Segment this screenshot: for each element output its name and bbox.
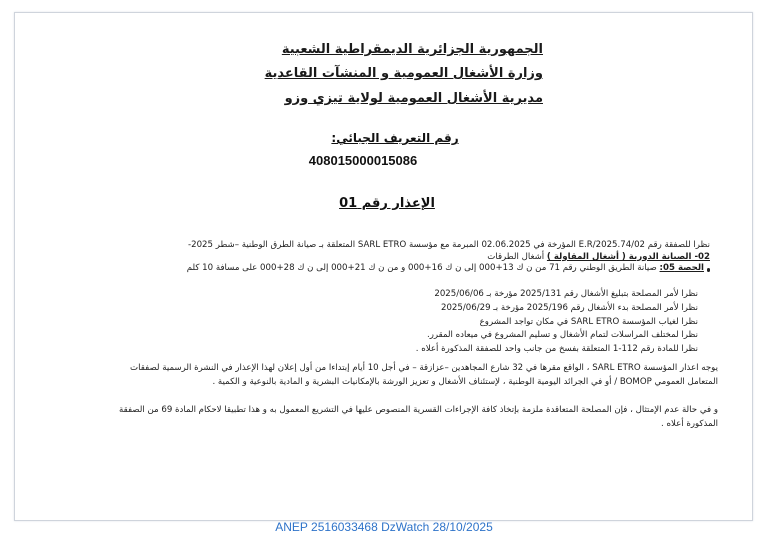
directorate-name: مديرية الأشغال العمومية لولاية تيزي وزو (284, 91, 543, 106)
consideration-item: نظرا لأمر المصلحة بتبليغ الأشغال رقم 2025/131 مؤرخة بـ 2025/06/06 (434, 289, 698, 299)
fiscal-id-number: 408015000015086 (308, 153, 418, 168)
notice-paragraph-line: المذكورة أعلاه . (660, 419, 718, 429)
notice-paragraph-line: يوجه اعذار المؤسسة SARL ETRO ، الواقع مقرها في 32 شارع المجاهدين –عزازقة – في أجل 10 أيام إبتداءا من أول إعلان لهذا الإعذار في النشرة الرسمية لصفقات (130, 363, 718, 373)
ministry-name: وزارة الأشغال العمومية و المنشآت القاعدية (264, 66, 543, 81)
notice-paragraph-line: و في حالة عدم الإمتثال ، فإن المصلحة المتعاقدة ملزمة بإتخاذ كافة الإجراءات القسرية المنصوص عليها في التشريع المعمول به و هذا تطبيقا لاحكام المادة 69 من الصفقة (118, 405, 718, 415)
maintenance-type-text: أشغال الطرقات (487, 252, 545, 262)
fiscal-id-label: رقم التعريف الجبائي: (331, 131, 459, 145)
maintenance-type-label: 02- الصيانة الدورية ( أشغال المقاولة ) (546, 252, 710, 262)
lot-bullet (707, 268, 711, 272)
notice-paragraph-line: المتعامل العمومي BOMOP / أو في الجرائد اليومية الوطنية ، لإستئناف الأشغال و تعزيز الورشة بالإمكانيات البشرية و المادية بالنوعية و الكمية . (212, 377, 718, 387)
publication-reference: ANEP 2516033468 DzWatch 28/10/2025 (275, 520, 493, 534)
consideration-item: نظرا لمختلف المراسلات لتمام الأشغال و تسليم المشروع في ميعاده المقرر. (426, 330, 698, 340)
consideration-item: نظرا لغياب المؤسسة SARL ETRO في مكان تواجد المشروع (479, 317, 698, 327)
lot-text: صيانة الطريق الوطني رقم 71 من ن ك 13+000 إلى ن ك 16+000 و من ن ك 21+000 إلى ن ك 28+000 على مسافة 10 كلم (186, 263, 657, 273)
consideration-item: نظرا للمادة رقم 112-1 المتعلقة بفسخ من جانب واحد للصفقة المذكورة أعلاه . (415, 344, 698, 354)
consideration-item: نظرا لأمر المصلحة بدء الأشغال رقم 2025/196 مؤرخة بـ 2025/06/29 (441, 303, 698, 313)
contract-reference: نظرا للصفقة رقم 74/02.E.R/2025 المؤرخة في 02.06.2025 المبرمة مع مؤسسة SARL ETRO المتعلقة بـ صيانة الطرق الوطنية –شطر 2025- (188, 240, 710, 250)
lot-label: الحصة 05: (659, 263, 704, 273)
notice-title: الإعذار رقم 01 (339, 196, 435, 211)
republic-name: الجمهورية الجزائرية الديمقراطية الشعبية (281, 42, 543, 57)
contract-lot (187, 263, 704, 273)
contract-maintenance-type (487, 252, 710, 262)
